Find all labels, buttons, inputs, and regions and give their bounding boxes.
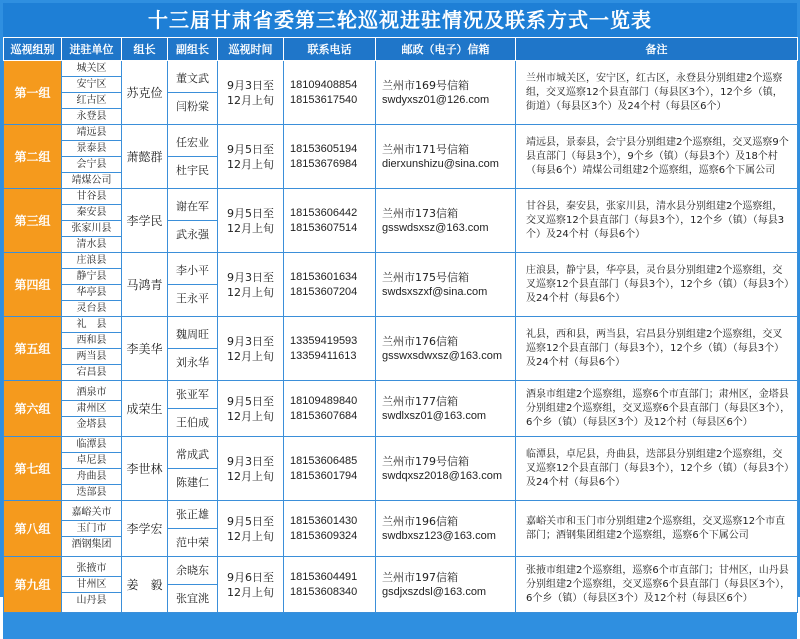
header-phone: 联系电话 (284, 38, 376, 61)
unit-item: 庄浪县 (62, 253, 121, 269)
email-link[interactable]: gsswdsxsz@163.com (382, 221, 489, 234)
unit-item: 清水县 (76, 239, 107, 250)
unit-item: 甘州区 (62, 577, 121, 593)
email-link[interactable]: swdqxsz2018@163.com (382, 469, 503, 482)
group-name: 第四组 (4, 253, 62, 317)
leader-name: 马鸿青 (122, 253, 168, 317)
time-start: 9月5日至 (227, 206, 274, 220)
deputy-name: 魏周旺 (168, 321, 217, 349)
time-cell (218, 125, 284, 189)
mailbox-cell (376, 125, 516, 189)
unit-item: 会宁县 (62, 157, 121, 173)
table-row (4, 125, 798, 189)
unit-item: 红古区 (62, 93, 121, 109)
header-note: 备注 (516, 38, 798, 61)
phone-number: 18109408854 (290, 78, 358, 91)
time-end: 12月上旬 (227, 349, 274, 363)
footer-band (3, 613, 797, 639)
phone-number: 18153605194 (290, 142, 358, 155)
unit-item: 两当县 (62, 349, 121, 365)
deputy-name: 武永强 (176, 228, 209, 241)
unit-item: 山丹县 (76, 595, 107, 606)
email-link[interactable]: dierxunshizu@sina.com (382, 157, 499, 170)
header-unit: 进驻单位 (62, 38, 122, 61)
deputy-name: 王永平 (176, 292, 209, 305)
postal-mailbox: 兰州市177信箱 (382, 394, 458, 408)
mailbox-cell (376, 501, 516, 557)
phone-number: 13359419593 (290, 334, 358, 347)
phone-number: 18153609324 (290, 529, 358, 542)
time-start: 9月5日至 (227, 514, 274, 528)
unit-item: 灵台县 (76, 303, 107, 314)
group-name: 第六组 (4, 381, 62, 437)
time-start: 9月3日至 (227, 334, 274, 348)
phone-cell (284, 501, 376, 557)
deputy-name: 刘永华 (176, 356, 209, 369)
header-leader: 组长 (122, 38, 168, 61)
time-end: 12月上旬 (227, 529, 274, 543)
deputy-name: 常成武 (168, 441, 217, 469)
time-cell (218, 61, 284, 125)
phone-cell (284, 317, 376, 381)
header-time: 巡视时间 (218, 38, 284, 61)
unit-item: 永登县 (76, 111, 107, 122)
mailbox-cell (376, 557, 516, 613)
time-end: 12月上旬 (227, 285, 274, 299)
units-cell (62, 437, 122, 501)
time-end: 12月上旬 (227, 409, 274, 423)
table-row (4, 253, 798, 317)
unit-item: 安宁区 (62, 77, 121, 93)
units-cell (62, 253, 122, 317)
group-name: 第八组 (4, 501, 62, 557)
unit-item: 嘉峪关市 (62, 505, 121, 521)
phone-number: 18153607514 (290, 221, 358, 234)
deputy-name: 杜宇民 (176, 164, 209, 177)
time-start: 9月3日至 (227, 454, 274, 468)
unit-item: 舟曲县 (62, 469, 121, 485)
time-cell (218, 317, 284, 381)
unit-item: 张家川县 (62, 221, 121, 237)
group-name: 第三组 (4, 189, 62, 253)
unit-item: 迭部县 (76, 487, 107, 498)
leader-name: 苏克俭 (122, 61, 168, 125)
phone-number: 18153608340 (290, 585, 358, 598)
postal-mailbox: 兰州市179号信箱 (382, 454, 469, 468)
deputy-name: 陈建仁 (176, 476, 209, 489)
group-name: 第一组 (4, 61, 62, 125)
group-name: 第二组 (4, 125, 62, 189)
unit-item: 酒钢集团 (71, 539, 112, 550)
phone-number: 18153607204 (290, 285, 358, 298)
phone-cell (284, 557, 376, 613)
deputy-name: 任宏业 (168, 129, 217, 157)
email-link[interactable]: gsdjxszdsl@163.com (382, 585, 487, 598)
units-cell (62, 557, 122, 613)
time-cell (218, 253, 284, 317)
unit-item: 西和县 (62, 333, 121, 349)
time-end: 12月上旬 (227, 585, 274, 599)
time-end: 12月上旬 (227, 221, 274, 235)
unit-item: 酒泉市 (62, 385, 121, 401)
phone-cell (284, 381, 376, 437)
phone-cell (284, 437, 376, 501)
note-cell: 兰州市城关区，安宁区，红古区，永登县分别组建2个巡察组，交叉巡察12个县直部门（每县区3个），12个乡（镇，街道）（每县区3个）及24个村（每县区6个） (516, 61, 798, 125)
deputies-cell (168, 381, 218, 437)
time-start: 9月3日至 (227, 78, 274, 92)
units-cell (62, 317, 122, 381)
leader-name: 萧懿群 (122, 125, 168, 189)
postal-mailbox: 兰州市169号信箱 (382, 78, 469, 92)
unit-item: 秦安县 (62, 205, 121, 221)
leader-name: 李世林 (122, 437, 168, 501)
deputy-name: 张正雄 (168, 501, 217, 529)
phone-number: 18153601430 (290, 514, 358, 527)
postal-mailbox: 兰州市175号信箱 (382, 270, 469, 284)
deputy-name: 王伯成 (176, 416, 209, 429)
table-row (4, 437, 798, 501)
deputies-cell (168, 317, 218, 381)
phone-cell (284, 61, 376, 125)
deputies-cell (168, 61, 218, 125)
note-cell: 庄浪县，静宁县，华亭县，灵台县分别组建2个巡察组，交叉巡察12个县直部门（每县3个），12个乡（镇）（每县3个）及24个村（每县6个） (516, 253, 798, 317)
table-row (4, 189, 798, 253)
header-mailbox: 邮政（电子）信箱 (376, 38, 516, 61)
unit-item: 肃州区 (62, 401, 121, 417)
group-name: 第九组 (4, 557, 62, 613)
deputy-name: 张亚军 (168, 381, 217, 409)
time-end: 12月上旬 (227, 469, 274, 483)
leader-name: 姜 毅 (122, 557, 168, 613)
phone-number: 18153607684 (290, 409, 358, 422)
time-cell (218, 189, 284, 253)
table-row (4, 501, 798, 557)
leader-name: 成荣生 (122, 381, 168, 437)
time-start: 9月6日至 (227, 570, 274, 584)
units-cell (62, 189, 122, 253)
deputy-name: 李小平 (168, 257, 217, 285)
phone-cell (284, 253, 376, 317)
header-group: 巡视组别 (4, 38, 62, 61)
deputy-name: 余晓东 (168, 557, 217, 585)
deputies-cell (168, 189, 218, 253)
deputy-name: 董文武 (168, 65, 217, 93)
deputy-name: 谢在军 (168, 193, 217, 221)
note-cell: 靖远县，景泰县，会宁县分别组建2个巡察组，交叉巡察9个县直部门（每县3个），9个乡（镇）（每县3个）及18个村（每县6个）靖煤公司组建2个巡察组，巡察6个下属公司 (516, 125, 798, 189)
table-row (4, 317, 798, 381)
deputies-cell (168, 557, 218, 613)
group-name: 第七组 (4, 437, 62, 501)
phone-number: 18153604491 (290, 570, 358, 583)
units-cell (62, 381, 122, 437)
phone-cell (284, 189, 376, 253)
table-header-row (4, 38, 798, 61)
note-cell: 礼县，西和县，两当县，宕昌县分别组建2个巡察组，交叉巡察12个县直部门（每县3个），12个乡（镇）（每县3个）及24个村（每县6个） (516, 317, 798, 381)
units-cell (62, 501, 122, 557)
phone-number: 18153601794 (290, 469, 358, 482)
mailbox-cell (376, 437, 516, 501)
time-start: 9月5日至 (227, 142, 274, 156)
email-link[interactable]: swdsxszxf@sina.com (382, 285, 488, 298)
unit-item: 礼 县 (62, 317, 121, 333)
table-row (4, 61, 798, 125)
time-cell (218, 381, 284, 437)
unit-item: 金塔县 (76, 419, 107, 430)
deputy-name: 张宜洮 (176, 592, 209, 605)
unit-item: 城关区 (62, 61, 121, 77)
leader-name: 李学民 (122, 189, 168, 253)
time-end: 12月上旬 (227, 157, 274, 171)
postal-mailbox: 兰州市171号信箱 (382, 142, 469, 156)
phone-number: 18153676984 (290, 157, 358, 170)
deputies-cell (168, 125, 218, 189)
group-name: 第五组 (4, 317, 62, 381)
email-link[interactable]: gsswxsdwxsz@163.com (382, 349, 502, 362)
table-row (4, 381, 798, 437)
deputies-cell (168, 437, 218, 501)
header-deputy: 副组长 (168, 38, 218, 61)
units-cell (62, 61, 122, 125)
mailbox-cell (376, 317, 516, 381)
postal-mailbox: 兰州市173信箱 (382, 206, 458, 220)
deputy-name: 闫粉棠 (176, 100, 209, 113)
phone-number: 18153617540 (290, 93, 358, 106)
unit-item: 宕昌县 (76, 367, 107, 378)
inspection-table (3, 37, 798, 613)
unit-item: 靖煤公司 (71, 175, 112, 186)
deputies-cell (168, 253, 218, 317)
note-cell: 酒泉市组建2个巡察组，巡察6个市直部门；肃州区，金塔县分别组建2个巡察组，交叉巡察6个县直部门（每县区3个），6个乡（镇）（每县区3个）及12个村（每县区6个） (516, 381, 798, 437)
postal-mailbox: 兰州市197信箱 (382, 570, 458, 584)
time-cell (218, 557, 284, 613)
mailbox-cell (376, 189, 516, 253)
phone-number: 18153606485 (290, 454, 358, 467)
leader-name: 李美华 (122, 317, 168, 381)
email-link[interactable]: swdlxsz01@163.com (382, 409, 487, 422)
note-cell: 嘉峪关市和玉门市分别组建2个巡察组，交叉巡察12个市直部门；酒钢集团组建2个巡察组，巡察6个下属公司 (516, 501, 798, 557)
table-row (4, 557, 798, 613)
units-cell (62, 125, 122, 189)
unit-item: 临潭县 (62, 437, 121, 453)
unit-item: 甘谷县 (62, 189, 121, 205)
unit-item: 华亭县 (62, 285, 121, 301)
note-cell: 临潭县，卓尼县，舟曲县，迭部县分别组建2个巡察组，交叉巡察12个县直部门（每县3个），12个乡（镇）（每县3个）及24个村（每县6个） (516, 437, 798, 501)
unit-item: 玉门市 (62, 521, 121, 537)
time-start: 9月3日至 (227, 270, 274, 284)
unit-item: 静宁县 (62, 269, 121, 285)
email-link[interactable]: swdyxsz01@126.com (382, 93, 490, 106)
time-cell (218, 501, 284, 557)
phone-cell (284, 125, 376, 189)
postal-mailbox: 兰州市196信箱 (382, 514, 458, 528)
phone-number: 18153606442 (290, 206, 358, 219)
email-link[interactable]: swdbxsz123@163.com (382, 529, 496, 542)
leader-name: 李学宏 (122, 501, 168, 557)
mailbox-cell (376, 253, 516, 317)
phone-number: 18109489840 (290, 394, 358, 407)
phone-number: 13359411613 (290, 349, 357, 362)
unit-item: 卓尼县 (62, 453, 121, 469)
postal-mailbox: 兰州市176信箱 (382, 334, 458, 348)
time-cell (218, 437, 284, 501)
note-cell: 张掖市组建2个巡察组，巡察6个市直部门；甘州区，山丹县分别组建2个巡察组，交叉巡察6个县直部门（每县区3个），6个乡（镇）（每县区3个）及12个村（每县区6个） (516, 557, 798, 613)
phone-number: 18153601634 (290, 270, 358, 283)
time-start: 9月5日至 (227, 394, 274, 408)
mailbox-cell (376, 61, 516, 125)
unit-item: 靖远县 (62, 125, 121, 141)
unit-item: 张掖市 (62, 561, 121, 577)
mailbox-cell (376, 381, 516, 437)
deputies-cell (168, 501, 218, 557)
note-cell: 甘谷县，秦安县，张家川县，清水县分别组建2个巡察组，交叉巡察12个县直部门（每县3个），12个乡（镇）（每县3个）及24个村（每县6个） (516, 189, 798, 253)
time-end: 12月上旬 (227, 93, 274, 107)
deputy-name: 范中荣 (176, 536, 209, 549)
page-title: 十三届甘肃省委第三轮巡视进驻情况及联系方式一览表 (3, 3, 797, 37)
unit-item: 景泰县 (62, 141, 121, 157)
